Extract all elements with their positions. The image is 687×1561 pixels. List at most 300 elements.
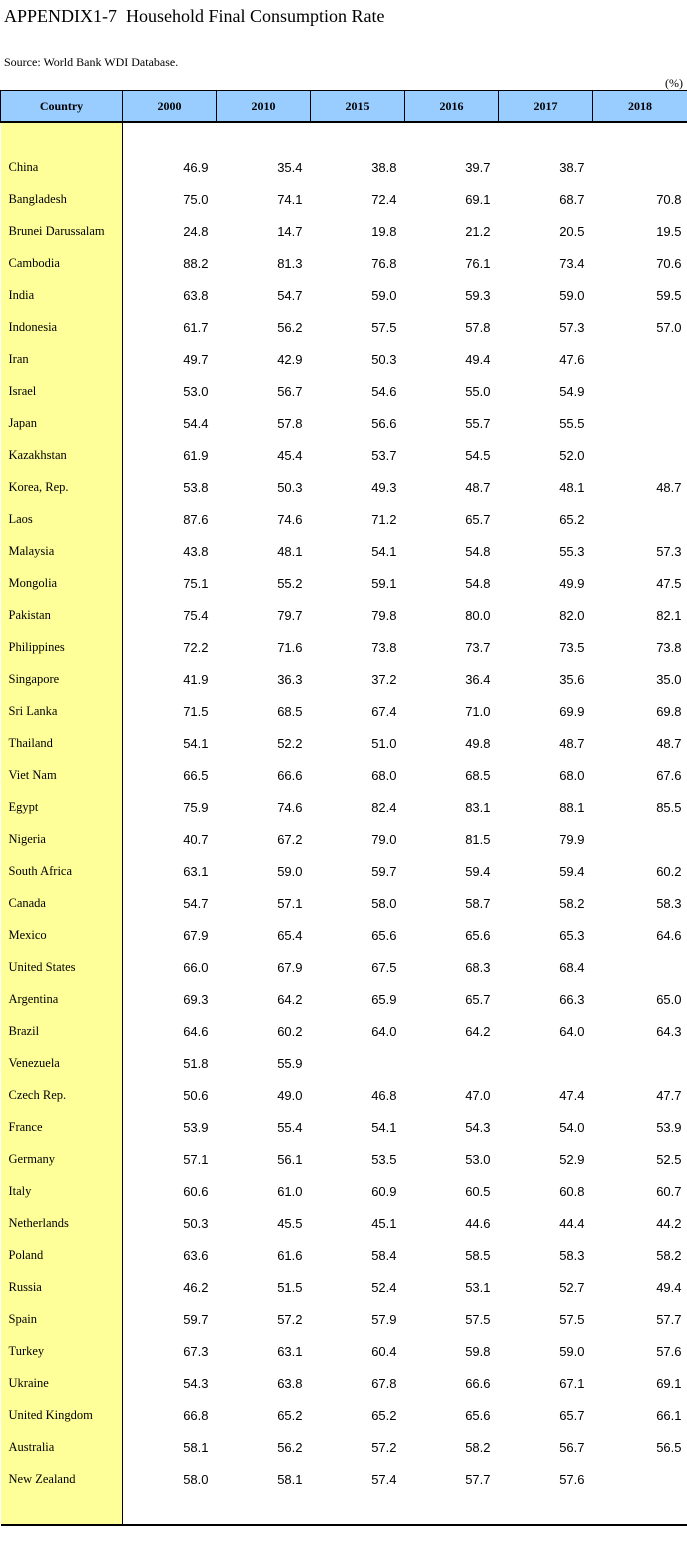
value-cell-2016: 76.1 [465,255,491,271]
value-cell-2010: 52.2 [277,735,303,751]
value-cell-2016: 58.7 [465,895,491,911]
page-title: APPENDIX1-7 Household Final Consumption Rate [4,6,385,26]
value-cell-2018: 56.5 [656,1439,682,1455]
value-cell-2018 [593,503,687,535]
value-cell-2000: 66.8 [183,1407,209,1423]
value-cell-2000: 75.4 [183,607,209,623]
table-row [1,343,687,375]
table-row [1,375,687,407]
value-cell-2010: 50.3 [277,479,303,495]
value-cell-2018 [593,1463,687,1495]
value-cell-2015: 67.8 [371,1375,397,1391]
value-cell-2000: 40.7 [183,831,209,847]
value-cell-2018: 57.0 [656,319,682,335]
value-cell-2015: 57.9 [371,1311,397,1327]
country-cell: China [1,151,123,183]
value-cell-2015 [311,1047,405,1079]
country-cell: Mongolia [1,567,123,599]
value-cell-2015: 45.1 [371,1215,397,1231]
value-cell-2018: 58.3 [656,895,682,911]
country-cell: Cambodia [1,247,123,279]
table-row [1,567,687,599]
value-cell-2000: 54.3 [183,1375,209,1391]
value-cell-2018: 53.9 [656,1119,682,1135]
table-row [1,1431,687,1463]
value-cell-2016: 57.7 [465,1471,491,1487]
value-cell-2018: 58.2 [656,1247,682,1263]
value-cell-2010: 67.9 [277,959,303,975]
value-cell-2015: 79.8 [371,607,397,623]
value-cell-2010: 56.2 [277,1439,303,1455]
table-spacer-row [1,122,687,151]
value-cell-2017: 65.3 [559,927,585,943]
value-cell-2017: 20.5 [559,223,585,239]
value-cell-2015: 54.6 [371,383,397,399]
value-cell-2010: 59.0 [277,863,303,879]
country-cell: France [1,1111,123,1143]
table-row [1,631,687,663]
value-cell-2018: 47.7 [656,1087,682,1103]
table-row [1,1207,687,1239]
value-cell-2018: 44.2 [656,1215,682,1231]
value-cell-2015: 38.8 [371,159,397,175]
source-note: Source: World Bank WDI Database. [4,55,179,69]
table-row [1,1271,687,1303]
value-cell-2018: 82.1 [656,607,682,623]
value-cell-2018: 47.5 [656,575,682,591]
table-row [1,1335,687,1367]
value-cell-2010: 79.7 [277,607,303,623]
value-cell-2015: 49.3 [371,479,397,495]
value-cell-2018: 64.3 [656,1023,682,1039]
value-cell-2000: 54.1 [183,735,209,751]
value-cell-2018: 69.8 [656,703,682,719]
value-cell-2018 [593,375,687,407]
value-cell-2000: 24.8 [183,223,209,239]
value-cell-2016: 66.6 [465,1375,491,1391]
value-cell-2000: 69.3 [183,991,209,1007]
value-cell-2016: 36.4 [465,671,491,687]
table-row [1,919,687,951]
value-cell-2015: 73.8 [371,639,397,655]
value-cell-2000: 75.9 [183,799,209,815]
value-cell-2010: 56.2 [277,319,303,335]
value-cell-2017: 49.9 [559,575,585,591]
country-cell: Sri Lanka [1,695,123,727]
value-cell-2015: 60.4 [371,1343,397,1359]
value-cell-2000: 66.0 [183,959,209,975]
value-cell-2000: 50.3 [183,1215,209,1231]
value-cell-2017: 56.7 [559,1439,585,1455]
country-cell: Malaysia [1,535,123,567]
value-cell-2010: 57.1 [277,895,303,911]
column-header-2018: 2018 [593,91,687,123]
table-row [1,695,687,727]
value-cell-2015: 59.7 [371,863,397,879]
table-row [1,1111,687,1143]
table-row [1,407,687,439]
table-row [1,247,687,279]
column-header-2000: 2000 [123,91,217,123]
value-cell-2015: 50.3 [371,351,397,367]
value-cell-2017 [499,1047,593,1079]
value-cell-2015: 79.0 [371,831,397,847]
value-cell-2016: 53.0 [465,1151,491,1167]
value-cell-2015: 57.2 [371,1439,397,1455]
value-cell-2010: 74.6 [277,511,303,527]
value-cell-2016: 71.0 [465,703,491,719]
value-cell-2016: 48.7 [465,479,491,495]
value-cell-2000: 67.3 [183,1343,209,1359]
table-row [1,151,687,183]
value-cell-2016: 49.8 [465,735,491,751]
value-cell-2015: 56.6 [371,415,397,431]
value-cell-2018 [593,823,687,855]
value-cell-2015: 68.0 [371,767,397,783]
value-cell-2000: 87.6 [183,511,209,527]
value-cell-2000: 60.6 [183,1183,209,1199]
value-cell-2018: 69.1 [656,1375,682,1391]
value-cell-2000: 67.9 [183,927,209,943]
value-cell-2018: 49.4 [656,1279,682,1295]
value-cell-2016: 65.6 [465,927,491,943]
value-cell-2015: 67.5 [371,959,397,975]
value-cell-2018: 57.7 [656,1311,682,1327]
value-cell-2000: 58.0 [183,1471,209,1487]
value-cell-2016 [405,1047,499,1079]
value-cell-2010: 63.8 [277,1375,303,1391]
table-row [1,791,687,823]
country-cell: Spain [1,1303,123,1335]
country-cell: Laos [1,503,123,535]
value-cell-2010: 68.5 [277,703,303,719]
value-cell-2017: 60.8 [559,1183,585,1199]
value-cell-2018 [593,407,687,439]
value-cell-2015: 53.7 [371,447,397,463]
value-cell-2015: 67.4 [371,703,397,719]
value-cell-2016: 59.3 [465,287,491,303]
value-cell-2016: 57.5 [465,1311,491,1327]
country-cell: Indonesia [1,311,123,343]
table-row [1,663,687,695]
value-cell-2017: 52.7 [559,1279,585,1295]
value-cell-2018: 35.0 [656,671,682,687]
table-row [1,951,687,983]
table-header-row [1,91,687,123]
value-cell-2015: 53.5 [371,1151,397,1167]
value-cell-2016: 83.1 [465,799,491,815]
column-header-2017: 2017 [499,91,593,123]
value-cell-2015: 60.9 [371,1183,397,1199]
country-cell: Nigeria [1,823,123,855]
table-row [1,439,687,471]
column-header-2016: 2016 [405,91,499,123]
value-cell-2015: 82.4 [371,799,397,815]
value-cell-2010: 45.4 [277,447,303,463]
value-cell-2015: 58.4 [371,1247,397,1263]
value-cell-2015: 37.2 [371,671,397,687]
table-row [1,887,687,919]
country-cell: Venezuela [1,1047,123,1079]
value-cell-2017: 73.5 [559,639,585,655]
table-row [1,1143,687,1175]
value-cell-2017: 68.4 [559,959,585,975]
value-cell-2015: 19.8 [371,223,397,239]
value-cell-2016: 65.6 [465,1407,491,1423]
country-cell: Ukraine [1,1367,123,1399]
value-cell-2016: 65.7 [465,511,491,527]
value-cell-2017: 52.9 [559,1151,585,1167]
value-cell-2017: 47.6 [559,351,585,367]
value-cell-2015: 64.0 [371,1023,397,1039]
table-row [1,1047,687,1079]
consumption-rate-table [0,90,687,1526]
country-cell: Turkey [1,1335,123,1367]
country-cell: Egypt [1,791,123,823]
table-row [1,759,687,791]
country-cell: Germany [1,1143,123,1175]
value-cell-2010: 65.2 [277,1407,303,1423]
country-cell: Bangladesh [1,183,123,215]
value-cell-2016: 60.5 [465,1183,491,1199]
value-cell-2018: 59.5 [656,287,682,303]
value-cell-2018: 85.5 [656,799,682,815]
value-cell-2018 [593,151,687,183]
country-cell: Iran [1,343,123,375]
value-cell-2017: 57.5 [559,1311,585,1327]
value-cell-2010: 14.7 [277,223,303,239]
value-cell-2010: 57.8 [277,415,303,431]
country-cell: Pakistan [1,599,123,631]
value-cell-2018: 57.3 [656,543,682,559]
value-cell-2018: 64.6 [656,927,682,943]
country-cell: New Zealand [1,1463,123,1495]
value-cell-2016: 64.2 [465,1023,491,1039]
table-row [1,855,687,887]
value-cell-2015: 46.8 [371,1087,397,1103]
value-cell-2000: 43.8 [183,543,209,559]
value-cell-2000: 63.1 [183,863,209,879]
value-cell-2017: 67.1 [559,1375,585,1391]
country-cell: Korea, Rep. [1,471,123,503]
value-cell-2010: 42.9 [277,351,303,367]
value-cell-2000: 63.8 [183,287,209,303]
value-cell-2010: 54.7 [277,287,303,303]
country-cell: Netherlands [1,1207,123,1239]
country-cell: United Kingdom [1,1399,123,1431]
country-cell: Australia [1,1431,123,1463]
value-cell-2000: 88.2 [183,255,209,271]
value-cell-2016: 54.5 [465,447,491,463]
country-cell: Brazil [1,1015,123,1047]
value-cell-2018 [593,951,687,983]
value-cell-2010: 58.1 [277,1471,303,1487]
value-cell-2018: 67.6 [656,767,682,783]
value-cell-2010: 61.0 [277,1183,303,1199]
value-cell-2010: 49.0 [277,1087,303,1103]
value-cell-2000: 75.0 [183,191,209,207]
value-cell-2018: 19.5 [656,223,682,239]
country-cell: Italy [1,1175,123,1207]
value-cell-2017: 69.9 [559,703,585,719]
column-header-2010: 2010 [217,91,311,123]
value-cell-2015: 59.1 [371,575,397,591]
table-row [1,1367,687,1399]
value-cell-2010: 65.4 [277,927,303,943]
value-cell-2017: 47.4 [559,1087,585,1103]
country-cell: Philippines [1,631,123,663]
country-cell: Brunei Darussalam [1,215,123,247]
value-cell-2017: 68.0 [559,767,585,783]
value-cell-2016: 49.4 [465,351,491,367]
value-cell-2015: 54.1 [371,1119,397,1135]
value-cell-2010: 55.9 [277,1055,303,1071]
value-cell-2018: 60.2 [656,863,682,879]
value-cell-2017: 58.3 [559,1247,585,1263]
value-cell-2000: 50.6 [183,1087,209,1103]
value-cell-2017: 68.7 [559,191,585,207]
value-cell-2017: 82.0 [559,607,585,623]
value-cell-2017: 65.7 [559,1407,585,1423]
value-cell-2016: 53.1 [465,1279,491,1295]
table-row [1,1463,687,1495]
value-cell-2015: 71.2 [371,511,397,527]
value-cell-2016: 69.1 [465,191,491,207]
value-cell-2015: 65.2 [371,1407,397,1423]
value-cell-2010: 48.1 [277,543,303,559]
table-row [1,1399,687,1431]
country-cell: Czech Rep. [1,1079,123,1111]
value-cell-2000: 51.8 [183,1055,209,1071]
value-cell-2015: 65.6 [371,927,397,943]
value-cell-2018: 57.6 [656,1343,682,1359]
value-cell-2015: 58.0 [371,895,397,911]
country-cell: Singapore [1,663,123,695]
table-row [1,823,687,855]
value-cell-2000: 57.1 [183,1151,209,1167]
value-cell-2000: 49.7 [183,351,209,367]
value-cell-2010: 57.2 [277,1311,303,1327]
value-cell-2017: 55.3 [559,543,585,559]
table-row [1,1015,687,1047]
value-cell-2017: 64.0 [559,1023,585,1039]
value-cell-2015: 52.4 [371,1279,397,1295]
value-cell-2016: 39.7 [465,159,491,175]
country-cell: Mexico [1,919,123,951]
country-cell: Japan [1,407,123,439]
country-cell: Kazakhstan [1,439,123,471]
value-cell-2000: 46.9 [183,159,209,175]
table-row [1,279,687,311]
value-cell-2018: 66.1 [656,1407,682,1423]
table-row [1,983,687,1015]
table-row [1,599,687,631]
value-cell-2010: 55.4 [277,1119,303,1135]
country-cell: Russia [1,1271,123,1303]
value-cell-2000: 72.2 [183,639,209,655]
value-cell-2000: 61.9 [183,447,209,463]
value-cell-2016: 81.5 [465,831,491,847]
value-cell-2016: 55.7 [465,415,491,431]
value-cell-2015: 57.4 [371,1471,397,1487]
country-cell: Poland [1,1239,123,1271]
table-row [1,1239,687,1271]
table-row [1,183,687,215]
value-cell-2016: 58.5 [465,1247,491,1263]
table-row [1,1175,687,1207]
value-cell-2017: 52.0 [559,447,585,463]
value-cell-2015: 76.8 [371,255,397,271]
value-cell-2016: 47.0 [465,1087,491,1103]
column-header-country: Country [1,91,123,123]
value-cell-2017: 55.5 [559,415,585,431]
value-cell-2018: 73.8 [656,639,682,655]
value-cell-2010: 60.2 [277,1023,303,1039]
value-cell-2017: 57.3 [559,319,585,335]
value-cell-2010: 74.1 [277,191,303,207]
value-cell-2000: 54.7 [183,895,209,911]
value-cell-2010: 63.1 [277,1343,303,1359]
value-cell-2018: 65.0 [656,991,682,1007]
value-cell-2017: 59.4 [559,863,585,879]
value-cell-2000: 61.7 [183,319,209,335]
table-row [1,1079,687,1111]
value-cell-2000: 59.7 [183,1311,209,1327]
value-cell-2010: 55.2 [277,575,303,591]
value-cell-2017: 59.0 [559,1343,585,1359]
column-header-2015: 2015 [311,91,405,123]
value-cell-2000: 75.1 [183,575,209,591]
value-cell-2010: 45.5 [277,1215,303,1231]
unit-label: (%) [665,76,683,90]
value-cell-2010: 67.2 [277,831,303,847]
value-cell-2000: 58.1 [183,1439,209,1455]
value-cell-2017: 57.6 [559,1471,585,1487]
value-cell-2018 [593,343,687,375]
value-cell-2010: 66.6 [277,767,303,783]
country-cell: India [1,279,123,311]
value-cell-2010: 35.4 [277,159,303,175]
value-cell-2000: 53.8 [183,479,209,495]
country-cell: Canada [1,887,123,919]
value-cell-2018 [593,1047,687,1079]
value-cell-2017: 48.7 [559,735,585,751]
value-cell-2016: 80.0 [465,607,491,623]
value-cell-2010: 74.6 [277,799,303,815]
value-cell-2017: 73.4 [559,255,585,271]
value-cell-2018 [593,439,687,471]
table-row [1,503,687,535]
value-cell-2010: 71.6 [277,639,303,655]
value-cell-2000: 53.9 [183,1119,209,1135]
table-row [1,535,687,567]
value-cell-2016: 59.4 [465,863,491,879]
value-cell-2015: 54.1 [371,543,397,559]
value-cell-2018: 48.7 [656,479,682,495]
value-cell-2016: 57.8 [465,319,491,335]
value-cell-2017: 65.2 [559,511,585,527]
value-cell-2010: 61.6 [277,1247,303,1263]
table-row [1,471,687,503]
value-cell-2017: 79.9 [559,831,585,847]
value-cell-2016: 44.6 [465,1215,491,1231]
value-cell-2016: 54.8 [465,543,491,559]
table-row [1,311,687,343]
value-cell-2017: 44.4 [559,1215,585,1231]
value-cell-2018: 48.7 [656,735,682,751]
value-cell-2016: 65.7 [465,991,491,1007]
value-cell-2010: 64.2 [277,991,303,1007]
